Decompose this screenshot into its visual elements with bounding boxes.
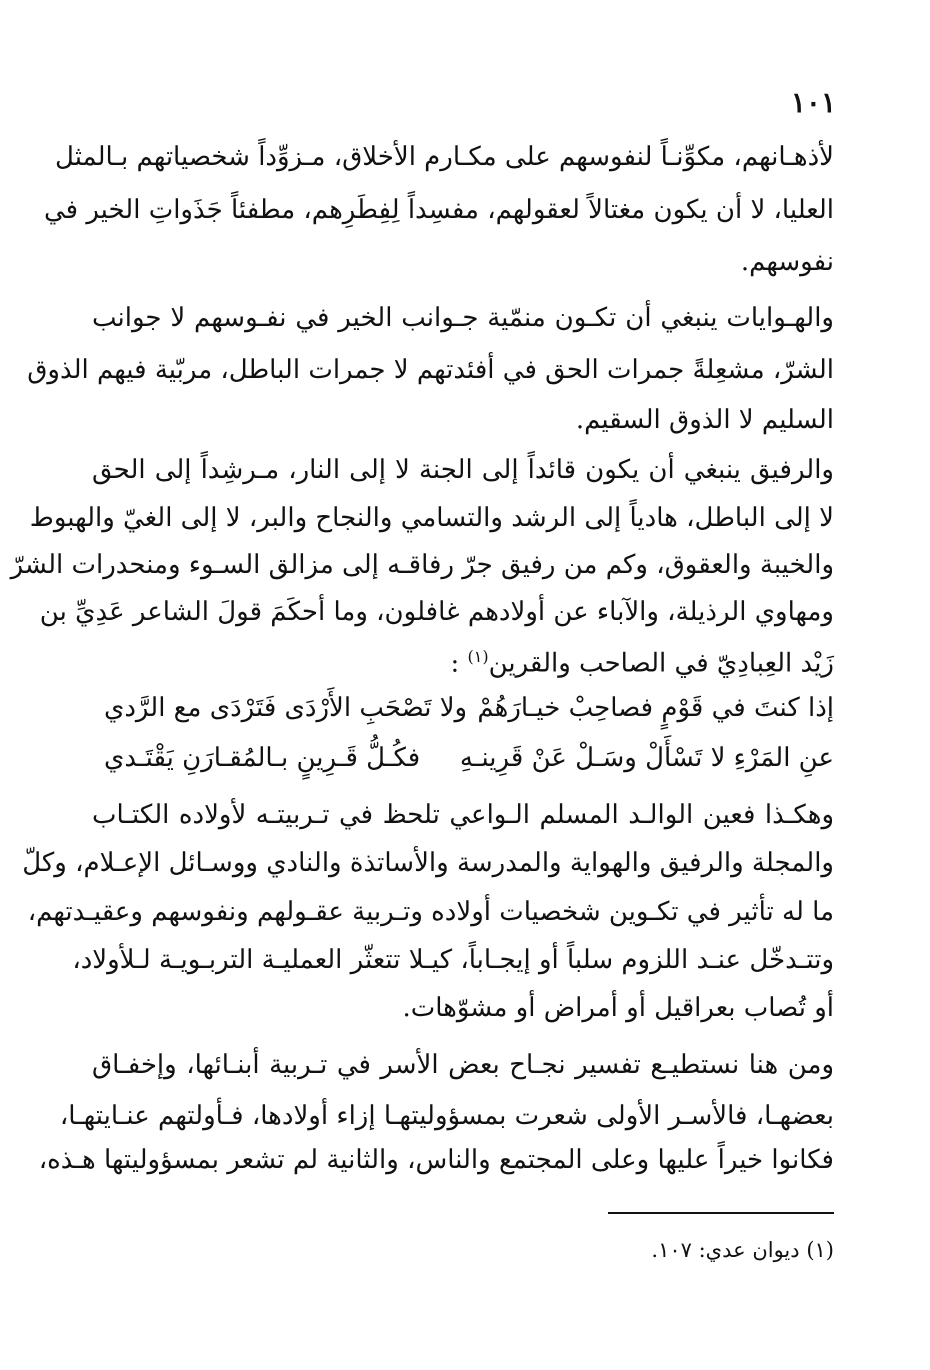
verse-hemistich-2: ولا تَصْحَبِ الأَرْدَى فَتَرْدَى مع الرَّدي bbox=[104, 693, 468, 723]
verse-hemistich-1: إذا كنتَ في قَوْمٍ فصاحِبْ خيـارَهُمْ bbox=[477, 693, 834, 723]
verse-hemistich-2: فكُـلُّ قَـرِينٍ بـالمُقـارَنِ يَقْتَـدي bbox=[104, 743, 421, 773]
text-line bbox=[92, 637, 834, 684]
text-line: والمجلة والرفيق والهواية والمدرسة والأساتذة والنادي ووسـائل الإعـلام، وكلّ bbox=[22, 848, 834, 878]
text-line: ومهاوي الرذيلة، والآباء عن أولادهم غافلون، وما أحكَمَ قولَ الشاعر عَدِيِّ بن bbox=[39, 597, 834, 627]
footnote-reference: (١) bbox=[467, 647, 489, 666]
text-line: ومن هنا نستطيـع تفسير نجـاح بعض الأسر في تـربية أبنـائها، وإخفـاق bbox=[92, 1050, 834, 1080]
text-line: وتتـدخّل عنـد اللزوم سلباً أو إيجـاباً، كيـلا تتعثّر العمليـة التربـويـة لـلأولاد، bbox=[72, 945, 834, 975]
text-line: لا إلى الباطل، هادياً إلى الرشد والتسامي والنجاح والبر، لا إلى الغيّ والهبوط bbox=[29, 503, 834, 533]
text-line: نفوسهم. bbox=[740, 247, 834, 277]
text-line: بعضهـا، فالأسـر الأولى شعرت بمسؤوليتهـا إزاء أولادها، فـأولتهم عنـايتهـا، bbox=[59, 1101, 834, 1131]
verse-hemistich-1: عنِ المَرْءِ لا تَسْأَلْ وسَـلْ عَنْ قَرِينـهِ bbox=[459, 743, 834, 773]
text-line: الشرّ، مشعِلةً جمرات الحق في أفئدتهم لا جمرات الباطل، مربّية فيهم الذوق bbox=[27, 355, 834, 385]
text-line: ما له تأثير في تكـوين شخصيات أولاده وتـربية عقـولهم ونفوسهم وعقيـدتهم، bbox=[27, 897, 834, 927]
text-line: العليا، لا أن يكون مغتالاً لعقولهم، مفسِداً لِفِطَرِهم، مطفئاً جَذَواتِ الخير في bbox=[43, 195, 834, 225]
text-line: والرفيق ينبغي أن يكون قائداً إلى الجنة لا إلى النار، مـرشِداً إلى الحق bbox=[92, 455, 834, 485]
text-line: أو تُصاب بعراقيل أو أمراض أو مشوّهات. bbox=[402, 993, 834, 1023]
footnote-number: (١) bbox=[806, 1238, 834, 1262]
footnote bbox=[651, 1232, 834, 1268]
text-line: والهـوايات ينبغي أن تكـون منمّية جـوانب الخير في نفـوسهم لا جوانب bbox=[92, 303, 834, 333]
text-segment: زَيْد العِبادِيّ في الصاحب والقرين bbox=[488, 648, 834, 679]
text-line: السليم لا الذوق السقيم. bbox=[575, 405, 834, 435]
text-line: لأذهـانهم، مكوِّنـاً لنفوسهم على مكـارم الأخلاق، مـزوِّداً شخصياتهم بـالمثل bbox=[55, 142, 834, 172]
footnote-separator bbox=[608, 1212, 834, 1214]
colon: : bbox=[450, 648, 460, 679]
text-line: وهكـذا فعين الوالـد المسلم الـواعي تلحظ في تـربيتـه لأولاده الكتـاب bbox=[92, 800, 834, 830]
text-line: والخيبة والعقوق، وكم من رفيق جرّ رفاقـه إلى مزالق السـوء ومنحدرات الشرّ bbox=[10, 550, 834, 580]
footnote-text: ديوان عدي: ١٠٧. bbox=[651, 1238, 800, 1262]
text-line: فكانوا خيراً عليها وعلى المجتمع والناس، والثانية لم تشعر بمسؤوليتها هـذه، bbox=[38, 1145, 834, 1175]
page-number: ١٠١ bbox=[790, 86, 836, 119]
